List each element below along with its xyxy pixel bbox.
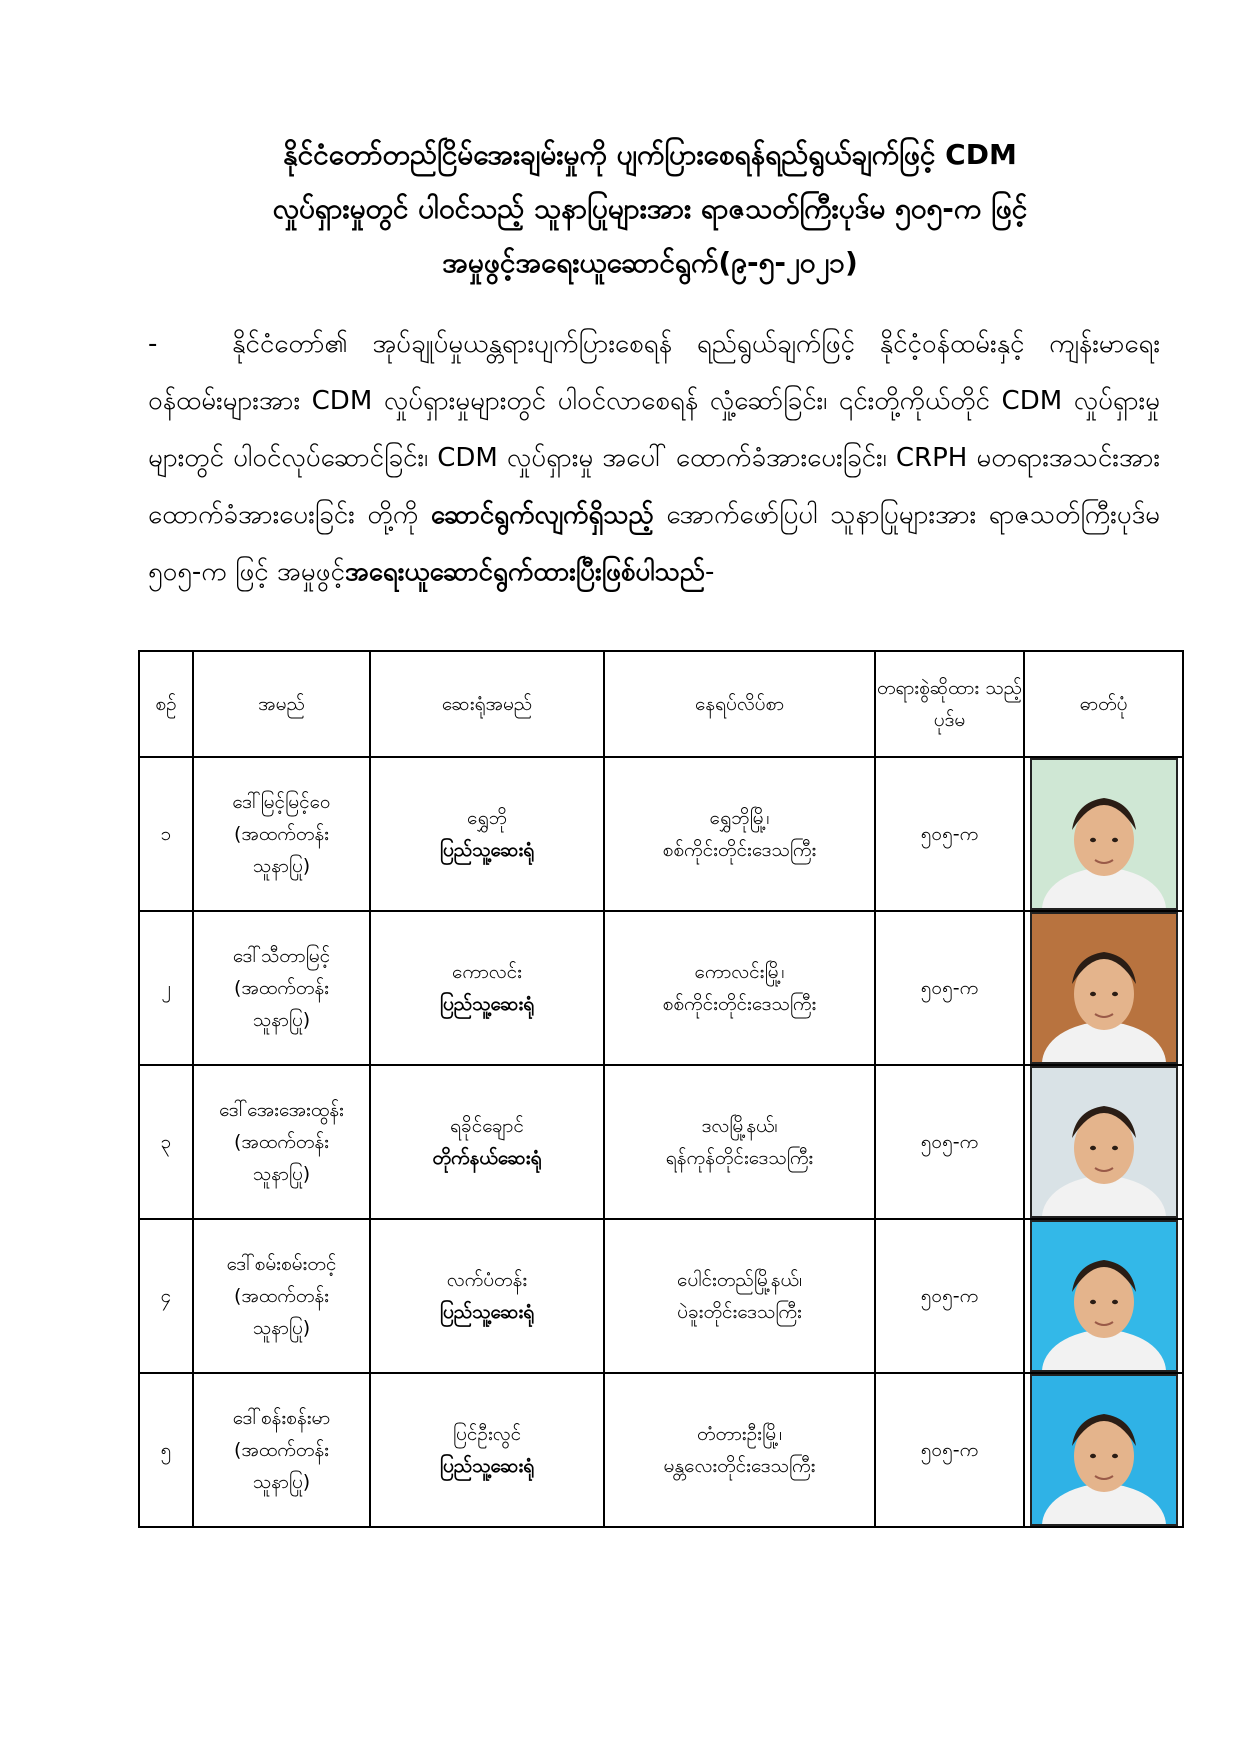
header-section-line-2: သည့်ပုဒ်မ: [933, 677, 1022, 731]
nurse-name: ဒေါ်စမ်းစမ်းတင့်: [226, 1253, 337, 1275]
header-hospital: ဆေးရုံအမည်: [370, 651, 604, 757]
hospital-line-1: လက်ပံတန်း: [446, 1269, 528, 1291]
address-line-1: ပေါင်းတည်မြို့နယ်၊: [677, 1269, 802, 1291]
cell-section: [875, 1219, 1024, 1373]
nurse-rank-line-1: (အထက်တန်း: [234, 1285, 329, 1307]
portrait-image: [1032, 1222, 1176, 1370]
legal-section: ၅၀၅-က: [920, 1439, 979, 1461]
row-number: ၂: [161, 977, 171, 999]
nurse-rank-line-1: (အထက်တန်း: [234, 1439, 329, 1461]
address-line-1: ကောလင်းမြို့၊: [694, 961, 785, 983]
nurse-rank-line-2: သူနာပြု): [252, 1163, 311, 1185]
cell-name: [193, 757, 370, 911]
row-number: ၄: [160, 1285, 172, 1307]
cell-address: [604, 1373, 875, 1527]
cell-name: [193, 1219, 370, 1373]
cell-address: [604, 1065, 875, 1219]
nurse-rank-line-1: (အထက်တန်း: [234, 823, 329, 845]
legal-section: ၅၀၅-က: [920, 1131, 979, 1153]
cell-section: [875, 1373, 1024, 1527]
nurse-rank-line-2: သူနာပြု): [252, 1317, 311, 1339]
nurse-table: [138, 650, 1184, 1528]
document-title: [150, 128, 1150, 290]
table-row: [139, 1219, 1183, 1373]
nurse-photo: [1030, 758, 1178, 910]
cell-section: [875, 1065, 1024, 1219]
cell-section: [875, 757, 1024, 911]
hospital-line-1: ရခိုင်ချောင်: [450, 1115, 524, 1137]
address-line-1: ရွှေဘိုမြို့၊: [709, 807, 770, 829]
row-number: ၁: [160, 823, 172, 845]
hospital-line-2: ပြည်သူ့ဆေးရုံ: [439, 1301, 535, 1323]
legal-section: ၅၀၅-က: [920, 977, 979, 999]
paragraph-text-3: -: [705, 557, 715, 587]
paragraph-text-2: အောက်ဖော်ပြပါ သူနာပြုများအား ရာဇသတ်ကြီးပုဒ်မ ၅၀၅-က ဖြင့် အမှုဖွင့်: [148, 500, 1160, 587]
nurse-rank-line-2: သူနာပြု): [252, 855, 311, 877]
cell-photo: [1024, 911, 1183, 1065]
nurse-name: ဒေါ်စန်းစန်းမာ: [232, 1407, 331, 1429]
cell-hospital: [370, 757, 604, 911]
portrait-image: [1032, 1068, 1176, 1216]
table-row: [139, 1065, 1183, 1219]
cell-photo: [1024, 1219, 1183, 1373]
cell-address: [604, 1219, 875, 1373]
address-line-2: ပဲခူးတိုင်းဒေသကြီး: [677, 1301, 802, 1323]
cell-hospital: [370, 911, 604, 1065]
portrait-image: [1032, 1376, 1176, 1524]
header-name: အမည်: [193, 651, 370, 757]
hospital-line-2: ပြည်သူ့ဆေးရုံ: [439, 993, 535, 1015]
address-line-1: တံတားဦးမြို့၊: [697, 1423, 782, 1445]
table-row: [139, 1373, 1183, 1527]
cell-no: [139, 1373, 193, 1527]
hospital-line-1: ကောလင်း: [452, 961, 522, 983]
cell-address: [604, 757, 875, 911]
header-section-line-1: တရားစွဲဆိုထား: [877, 677, 980, 699]
header-photo: ဓာတ်ပုံ: [1024, 651, 1183, 757]
hospital-line-1: ရွှေဘို: [467, 807, 507, 829]
nurse-photo: [1030, 912, 1178, 1064]
cell-hospital: [370, 1373, 604, 1527]
legal-section: ၅၀၅-က: [920, 1285, 979, 1307]
address-line-2: စစ်ကိုင်းတိုင်းဒေသကြီး: [662, 993, 817, 1015]
row-number: ၃: [160, 1131, 172, 1153]
table-row: [139, 757, 1183, 911]
table-header-row: [139, 651, 1183, 757]
nurse-photo: [1030, 1066, 1178, 1218]
address-line-1: ဒလမြို့နယ်၊: [701, 1115, 778, 1137]
row-number: ၅: [160, 1439, 172, 1461]
nurse-name: ဒေါ်မြင့်မြင့်ဝေ: [232, 791, 331, 813]
title-line-1: နိုင်ငံတော်တည်ငြိမ်အေးချမ်းမှုကို ပျက်ပြားစေရန်ရည်ရွယ်ချက်ဖြင့် CDM: [283, 138, 1017, 171]
cell-section: [875, 911, 1024, 1065]
portrait-image: [1032, 760, 1176, 908]
cell-name: [193, 1373, 370, 1527]
cell-hospital: [370, 1065, 604, 1219]
legal-section: ၅၀၅-က: [920, 823, 979, 845]
hospital-line-2: ပြည်သူ့ဆေးရုံ: [439, 1455, 535, 1477]
nurse-name: ဒေါ်သီတာမြင့်: [232, 945, 331, 967]
cell-photo: [1024, 757, 1183, 911]
address-line-2: ရန်ကုန်တိုင်းဒေသကြီး: [665, 1147, 814, 1169]
paragraph-dash: -: [148, 329, 158, 359]
paragraph-bold-2: အရေးယူဆောင်ရွက်ထားပြီးဖြစ်ပါသည်: [344, 557, 706, 587]
cell-photo: [1024, 1065, 1183, 1219]
cell-no: [139, 1065, 193, 1219]
paragraph-text-1: နိုင်ငံတော်၏ အုပ်ချုပ်မှုယန္တရားပျက်ပြားစေရန် ရည်ရွယ်ချက်ဖြင့် နိုင်ငံ့ဝန်ထမ်းနှင့် ကျန်းမာရေးဝန်ထမ်းများအား CDM လှုပ်ရှားမှုများတွင် ပါဝင်လာစေရန် လှုံ့ဆော်ခြင်း၊ ၎င်းတို့ကိုယ်တိုင် CDM လှုပ်ရှားမှုများတွင် ပါဝင်လုပ်ဆောင်ခြင်း၊ CDM လှုပ်ရှားမှု အပေါ် ထောက်ခံအားပေးခြင်း၊ CRPH မတရားအသင်းအား ထောက်ခံအားပေးခြင်း တို့ကို: [148, 329, 1160, 530]
address-line-2: မန္တလေးတိုင်းဒေသကြီး: [663, 1455, 816, 1477]
body-paragraph: [148, 316, 1160, 601]
cell-name: [193, 911, 370, 1065]
cell-no: [139, 757, 193, 911]
nurse-photo: [1030, 1374, 1178, 1526]
hospital-line-1: ပြင်ဦးလွင်: [452, 1423, 522, 1445]
cell-no: [139, 911, 193, 1065]
header-no: စဉ်: [139, 651, 193, 757]
cell-name: [193, 1065, 370, 1219]
cell-address: [604, 911, 875, 1065]
nurse-photo: [1030, 1220, 1178, 1372]
nurse-rank-line-1: (အထက်တန်း: [234, 1131, 329, 1153]
nurse-rank-line-1: (အထက်တန်း: [234, 977, 329, 999]
cell-photo: [1024, 1373, 1183, 1527]
title-line-2: လှုပ်ရှားမှုတွင် ပါဝင်သည့် သူနာပြုများအား ရာဇသတ်ကြီးပုဒ်မ ၅၀၅-က ဖြင့်: [272, 192, 1028, 225]
header-section: [875, 651, 1024, 757]
paragraph-bold-1: ဆောင်ရွက်လျက်ရှိသည့်: [430, 500, 654, 530]
title-line-3: အမှုဖွင့်အရေးယူဆောင်ရွက်(၉-၅-၂၀၂၁): [442, 246, 858, 279]
cell-hospital: [370, 1219, 604, 1373]
hospital-line-2: တိုက်နယ်ဆေးရုံ: [432, 1147, 542, 1169]
header-address: နေရပ်လိပ်စာ: [604, 651, 875, 757]
nurse-name: ဒေါ်အေးအေးထွန်း: [219, 1099, 344, 1121]
portrait-image: [1032, 914, 1176, 1062]
hospital-line-2: ပြည်သူ့ဆေးရုံ: [439, 839, 535, 861]
nurse-rank-line-2: သူနာပြု): [252, 1471, 311, 1493]
address-line-2: စစ်ကိုင်းတိုင်းဒေသကြီး: [662, 839, 817, 861]
cell-no: [139, 1219, 193, 1373]
table-row: [139, 911, 1183, 1065]
nurse-rank-line-2: သူနာပြု): [252, 1009, 311, 1031]
